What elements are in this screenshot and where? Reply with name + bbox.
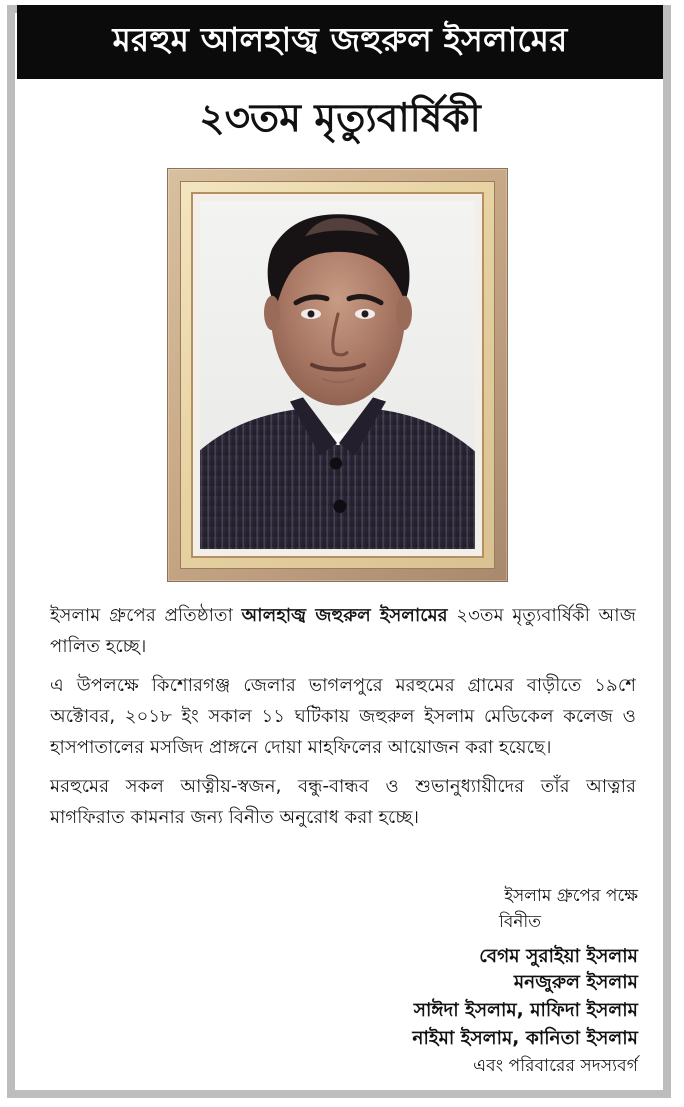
paragraph-1-suffix: ২৩তম মৃত্যুবার্ষিকী আজ পালিত হচ্ছে। [50, 605, 637, 657]
paragraph-1-name: আলহাজ্ব জহুরুল ইসলামের [241, 605, 448, 626]
portrait-photo [200, 201, 475, 549]
notice-paragraph-2: এ উপলক্ষে কিশোরগঞ্জ জেলার ভাগলপুরে মরহুমের গ্রামের বাড়ীতে ১৯শে অক্টোবর, ২০১৮ ইং সকাল ১১ ঘটিকায় জহুরুল ইসলাম মেডিকেল কলেজ ও হাসপাতালের মসজিদ প্রাঙ্গনে দোয়া মাহফিলের আয়োজন করা হয়েছে। [50, 675, 636, 758]
portrait-photo-illustration [200, 201, 475, 549]
anniversary-title: ২৩তম মৃত্যুবার্ষিকী [199, 96, 481, 141]
notice-paragraph-1 [50, 600, 636, 662]
header-title: মরহুম আলহাজ্ব জহুরুল ইসলামের [17, 5, 663, 79]
signoff-group: ইসলাম গ্রুপের পক্ষে [504, 886, 638, 906]
signoff-vinito: বিনীত [498, 912, 542, 932]
portrait-frame-liner [191, 192, 484, 558]
signoff-name-3: সাঈদা ইসলাম, মাফিদা ইসলাম [413, 1000, 638, 1021]
notice-body [50, 600, 636, 841]
notice-paragraph-3: মরহুমের সকল আত্নীয়-স্বজন, বন্ধু-বান্ধব ও শুভানুধ্যায়ীদের তাঁর আত্নার মাগফিরাত কামনার জন্য বিনীত অনুরোধ করা হচ্ছে। [50, 776, 636, 828]
signoff-name-1: বেগম সুরাইয়া ইসলাম [479, 946, 638, 967]
signoff-family: এবং পরিবারের সদস্যবর্গ [473, 1056, 638, 1076]
signoff-name-4: নাইমা ইসলাম, কানিতা ইসলাম [412, 1028, 638, 1049]
signoff-name-2: মনজুরুল ইসলাম [513, 972, 638, 993]
portrait-frame [167, 168, 508, 582]
paragraph-1-prefix: ইসলাম গ্রুপের প্রতিষ্ঠাতা [50, 605, 242, 626]
portrait-frame-band [180, 181, 495, 569]
